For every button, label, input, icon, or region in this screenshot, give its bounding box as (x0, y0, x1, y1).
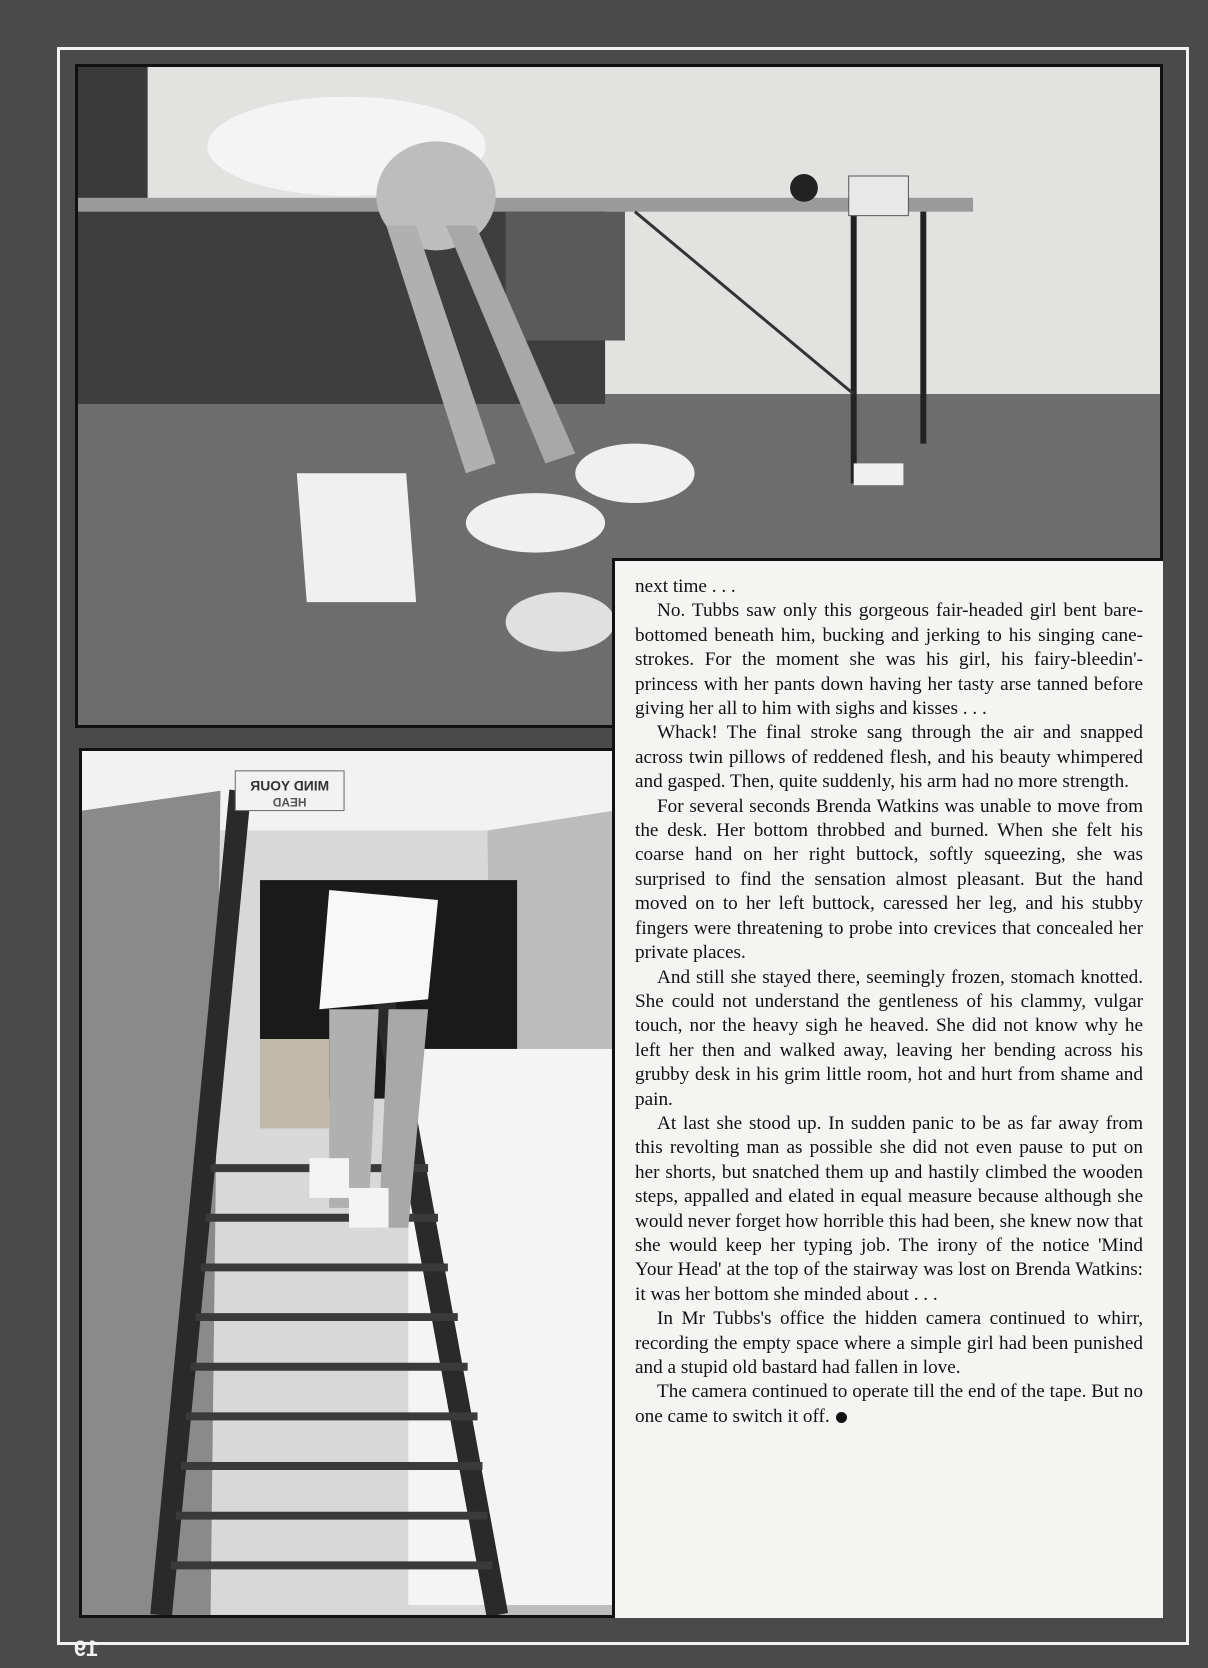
end-mark-icon (836, 1412, 847, 1423)
paragraph-3: Whack! The final stroke sang through the air and snapped across twin pillows of reddened flesh, and his beauty whimpered and gasped. Then, quite suddenly, his arm had no more strength. (635, 722, 1143, 793)
paragraph-8 (635, 1380, 1143, 1429)
page-number: 19 (74, 1636, 99, 1661)
sign-line-1: MIND YOUR (250, 777, 330, 794)
sign-line-2: HEAD (272, 795, 307, 810)
bottom-photo (79, 748, 617, 1618)
staircase-scene-illustration (82, 751, 614, 1615)
paragraph-6: At last she stood up. In sudden panic to be as far away from this revolting man as possible she did not even pause to put on her shorts, but snatched them up and hastily climbed the wooden steps, appalled and elated in equal measure because although she would never forget how horrible this had been, she knew now that she would keep her typing job. The irony of the notice 'Mind Your Head' at the top of the stairway was lost on Brenda Watkins: it was her bottom she minded about . . . (635, 1112, 1143, 1305)
paragraph-8-text: The camera continued to operate till the end of the tape. But no one came to switch it off. (635, 1381, 1143, 1427)
paragraph-5: And still she stayed there, seemingly frozen, stomach knotted. She could not understand the gentleness of his clammy, vulgar touch, nor the heavy sigh he heaved. She did not know why he left her then and walked away, leaving her bending across his grubby desk in his grim little room, hot and hurt from shame and pain. (635, 966, 1143, 1110)
paragraph-4: For several seconds Brenda Watkins was unable to move from the desk. Her bottom throbbed and burned. When she felt his coarse hand on her right buttock, softly squeezing, she was surprised to find the sensation almost pleasant. But the hand moved on to her left buttock, caressed her leg, and his stubby fingers were threatening to probe into crevices that concealed her private places. (635, 795, 1143, 964)
paragraph-7: In Mr Tubbs's office the hidden camera continued to whirr, recording the empty space where a simple girl had been punished and a stupid old bastard had fallen in love. (635, 1308, 1143, 1378)
article-text-panel (612, 558, 1163, 1618)
paragraph-1: next time . . . (635, 576, 736, 597)
paragraph-2: No. Tubbs saw only this gorgeous fair-headed girl bent bare-bottomed beneath him, bucking and jerking to his singing cane-strokes. For the moment she was his girl, his fairy-bleedin'-princess with her pants down having her tasty arse tanned before giving her all to him with sighs and kisses . . . (635, 600, 1143, 720)
